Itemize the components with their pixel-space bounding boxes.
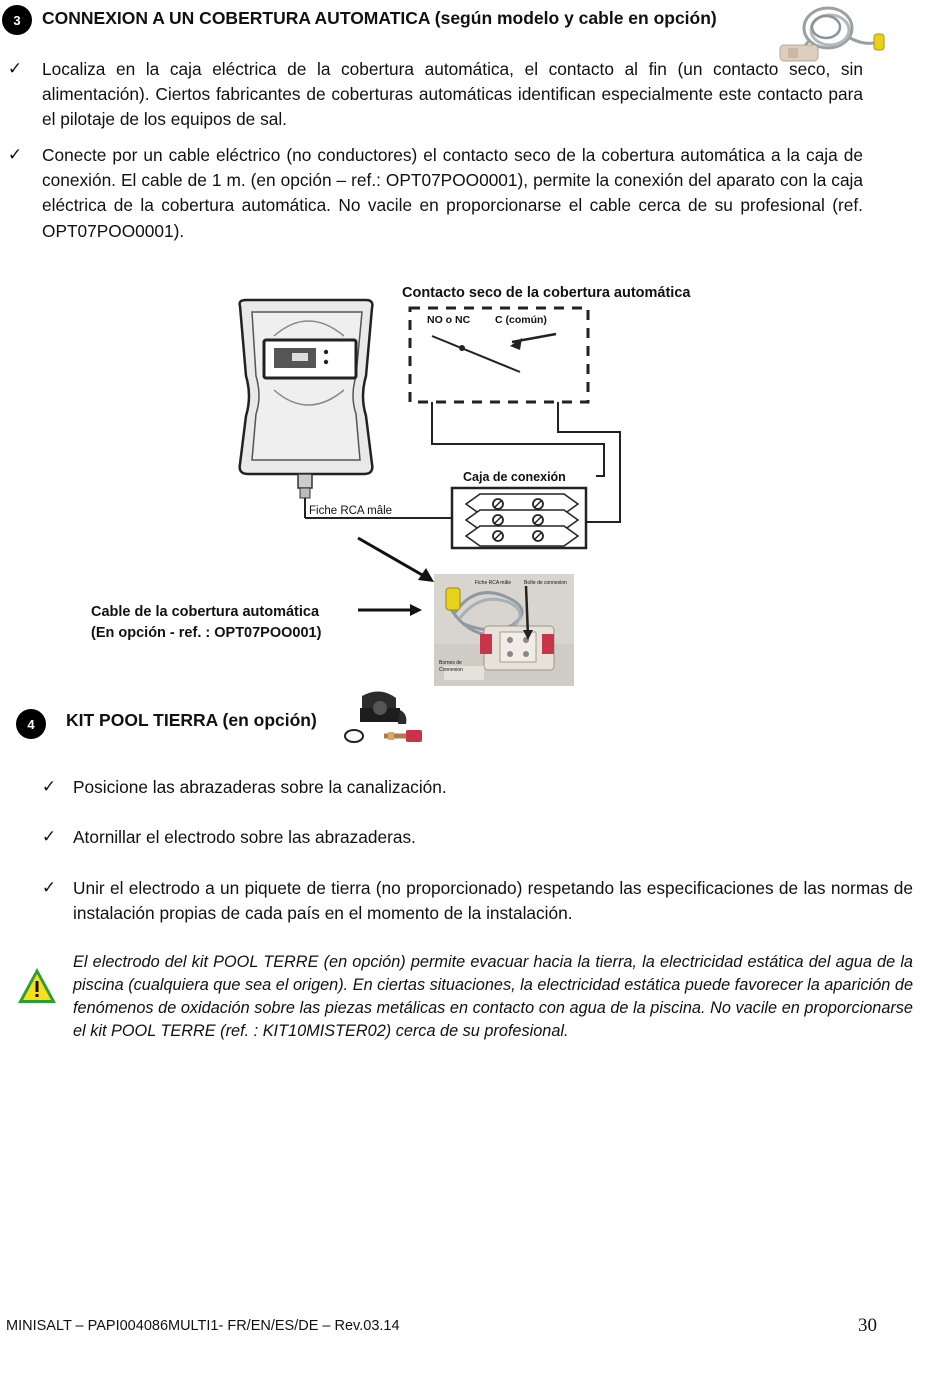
wiring-diagram	[230, 296, 630, 554]
section-4-bullet-2: Atornillar el electrodo sobre las abrazaderas.	[73, 827, 416, 847]
section-4-title: KIT POOL TIERRA (en opción)	[66, 710, 317, 730]
section-3-bullet-2: Conecte por un cable eléctrico (no conductores) el contacto seco de la cobertura automática a la caja de conexión. El cable de 1 m. (en opción – ref.: OPT07POO0001), permite la conexión del aparato con la caja eléctrica de la cobertura automática. No vacile en proporcionarse el cable cerca de su profesional (ref. OPT07POO0001).	[42, 145, 863, 241]
salt-chlorinator-device	[240, 300, 373, 518]
section-4-bullet-1: Posicione las abrazaderas sobre la canalización.	[73, 777, 447, 797]
cable-label-line-1: Cable de la cobertura automática	[91, 604, 320, 620]
checkmark-icon: ✓	[41, 777, 57, 796]
photo-label-bornes: Bornes de Connexion	[439, 660, 463, 673]
pointer-arrows	[350, 530, 440, 620]
pool-earth-warning-note: El electrodo del kit POOL TERRE (en opción) permite evacuar hacia la tierra, la electricidad estática del agua de la piscina (cualquiera que sea el origen). En ciertas situaciones, la electricidad estática puede favorecer la aparición de fenómenos de oxidación sobre las piezas metálicas en contacto con agua de la piscina. No vacile en proporcionarse el kit POOL TERRE (ref. : KIT10MISTER02) cerca de su profesional.	[73, 953, 913, 1040]
pool-earth-kit-photo	[340, 688, 436, 758]
checkmark-icon: ✓	[7, 59, 23, 78]
cable-label-line-2: (En opción - ref. : OPT07POO001)	[91, 625, 322, 641]
photo-label-rca: Fiche RCA mâle	[475, 580, 512, 586]
checkmark-icon: ✓	[41, 827, 57, 846]
section-3-bullet-1: Localiza en la caja eléctrica de la cobertura automática, el contacto al fin (un contacto seco, sin alimentación). Ciertos fabricantes de coberturas automáticas identifican especialmente este contacto para el pilotaje de los equipos de sal.	[42, 59, 863, 130]
checkmark-icon: ✓	[7, 145, 23, 164]
no-nc-label: NO o NC	[427, 314, 471, 326]
checkmark-icon: ✓	[41, 878, 57, 897]
section-3-title: CONNEXION A UN COBERTURA AUTOMATICA (según modelo y cable en opción)	[42, 8, 717, 28]
dry-contact-title: Contacto seco de la cobertura automática	[402, 285, 691, 301]
photo-label-box: Boîte de connexion	[524, 580, 567, 586]
rca-plug-label: Fiche RCA mâle	[309, 505, 393, 517]
footer-page-number: 30	[858, 1315, 877, 1336]
warning-triangle-icon	[16, 966, 58, 1006]
junction-box	[452, 488, 586, 548]
junction-box-label: Caja de conexión	[463, 470, 566, 484]
section-4-bullet-3: Unir el electrodo a un piquete de tierra (no proporcionado) respetando las especificaciones de las normas de instalación propias de cada país en el momento de la instalación.	[73, 878, 913, 924]
section-3-number-badge: 3	[2, 5, 32, 35]
common-label: C (común)	[495, 314, 547, 326]
section-4-number-badge: 4	[16, 709, 46, 739]
footer-document-reference: MINISALT – PAPI004086MULTI1- FR/EN/ES/DE – Rev.03.14	[6, 1318, 400, 1334]
